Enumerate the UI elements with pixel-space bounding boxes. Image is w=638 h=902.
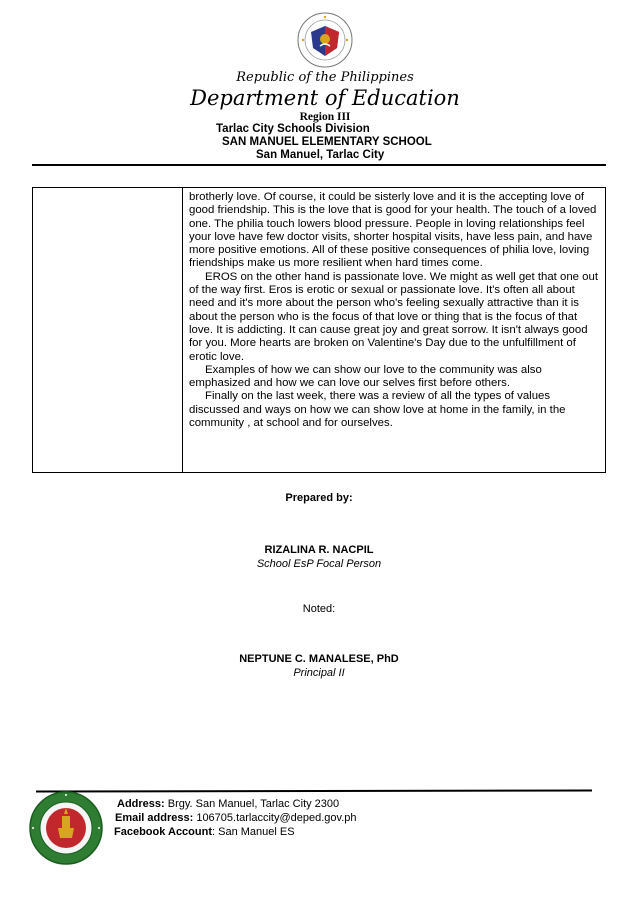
noted-label: Noted: — [302, 603, 336, 615]
school-logo-icon — [28, 790, 104, 866]
republic-line: Republic of the Philippines — [236, 70, 414, 85]
header-divider — [32, 164, 606, 166]
content-cell — [189, 191, 603, 430]
facebook-label: Facebook Account — [114, 826, 212, 838]
noter-title: Principal II — [293, 667, 345, 679]
body-paragraph: Examples of how we can show our love to the community was also emphasized and how we can love our selves first before others. — [189, 363, 542, 390]
preparer-title: School EsP Focal Person — [256, 558, 382, 570]
body-paragraph: Finally on the last week, there was a review of all the types of values discussed and ways on how we can show love at home in the family, in the community , at school and for ourselves. — [189, 390, 566, 430]
facebook-value: : San Manuel ES — [212, 826, 295, 838]
prepared-by-label: Prepared by: — [285, 492, 353, 504]
email-label: Email address: — [115, 812, 194, 824]
email-value: 106705.tarlaccity@deped.gov.ph — [193, 812, 357, 824]
address-label: Address: — [117, 798, 165, 810]
school-location: San Manuel, Tarlac City — [256, 149, 385, 161]
body-paragraph: brotherly love. Of course, it could be sisterly love and it is the accepting love of good friendship. This is the love that is good for your health. The touch of a loved one. The philia touch lowers blood pressure. People in loving relationships feel your love have few doctor visits, shorter hospital visits, have less pain, and have more positive emotions. All of these positive consequences of philia love, loving friendships make us more resilient when hard times come. — [189, 191, 597, 270]
content-table — [32, 187, 606, 473]
school-name: SAN MANUEL ELEMENTARY SCHOOL — [222, 136, 432, 148]
division-line: Tarlac City Schools Division — [216, 123, 370, 135]
table-column-divider — [182, 188, 183, 472]
footer-divider — [36, 790, 592, 793]
footer-email — [115, 812, 357, 824]
department-title: Department of Education — [190, 86, 460, 110]
footer-facebook — [114, 826, 295, 838]
deped-seal-icon — [297, 12, 353, 68]
footer-address — [117, 798, 339, 810]
region-line: Region III — [299, 111, 351, 123]
preparer-name: RIZALINA R. NACPIL — [264, 544, 374, 556]
noter-name: NEPTUNE C. MANALESE, PhD — [239, 653, 399, 665]
address-value: Brgy. San Manuel, Tarlac City 2300 — [164, 798, 340, 810]
body-paragraph: EROS on the other hand is passionate love. We might as well get that one out of the way first. Eros is erotic or sexual or passionate love. It's often all about need and it's more about the person who's feeling sexually attractive than it is about the person who is the focus of that love or thing that is the focus of that love. It is addicting. It can cause great joy and great sorrow. It isn't always good for you. More hearts are broken on Valentine's Day due to the unfulfillment of erotic love. — [189, 270, 598, 363]
